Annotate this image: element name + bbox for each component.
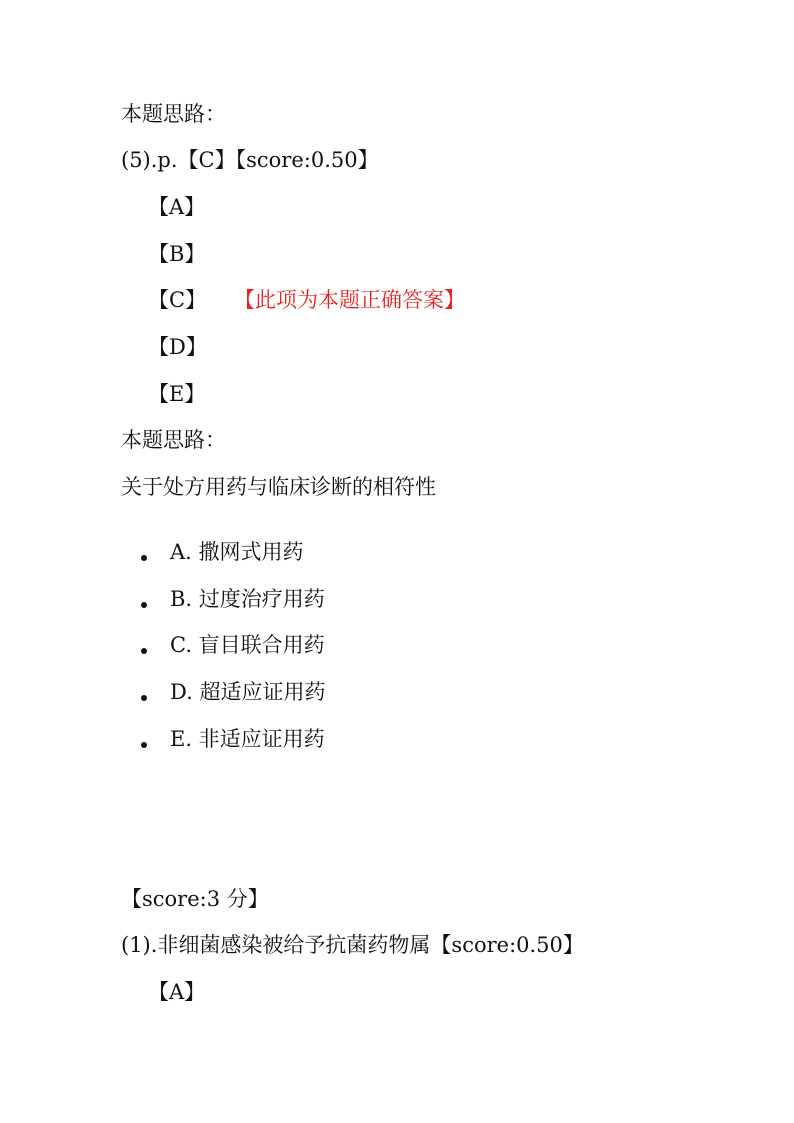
bullet-icon: [141, 648, 147, 654]
option-b: 【B】: [148, 242, 206, 266]
choice-item: E. 非适应证用药: [170, 727, 325, 751]
choice-item: C. 盲目联合用药: [170, 633, 325, 657]
question-stem: 关于处方用药与临床诊断的相符性: [121, 475, 436, 499]
option-a: 【A】: [148, 195, 206, 219]
choice-item: D. 超适应证用药: [170, 680, 326, 704]
question-5-head: (5).p.【C】【score:0.50】: [121, 148, 379, 172]
bullet-icon: [141, 695, 147, 701]
bullet-icon: [141, 602, 147, 608]
choice-item: A. 撒网式用药: [170, 540, 304, 564]
bullet-icon: [141, 742, 147, 748]
approach-label: 本题思路：: [121, 102, 226, 126]
option-c: 【C】: [148, 288, 207, 312]
score-header: 【score:3 分】: [121, 887, 269, 911]
approach-label: 本题思路：: [121, 428, 226, 452]
question-1-head: (1).非细菌感染被给予抗菌药物属【score:0.50】: [121, 933, 584, 957]
correct-answer-note: 【此项为本题正确答案】: [234, 288, 465, 312]
option-a: 【A】: [148, 980, 206, 1004]
choice-item: B. 过度治疗用药: [170, 587, 325, 611]
option-c-row: [148, 286, 508, 314]
bullet-icon: [141, 555, 147, 561]
option-d: 【D】: [148, 335, 207, 359]
option-e: 【E】: [148, 382, 206, 406]
